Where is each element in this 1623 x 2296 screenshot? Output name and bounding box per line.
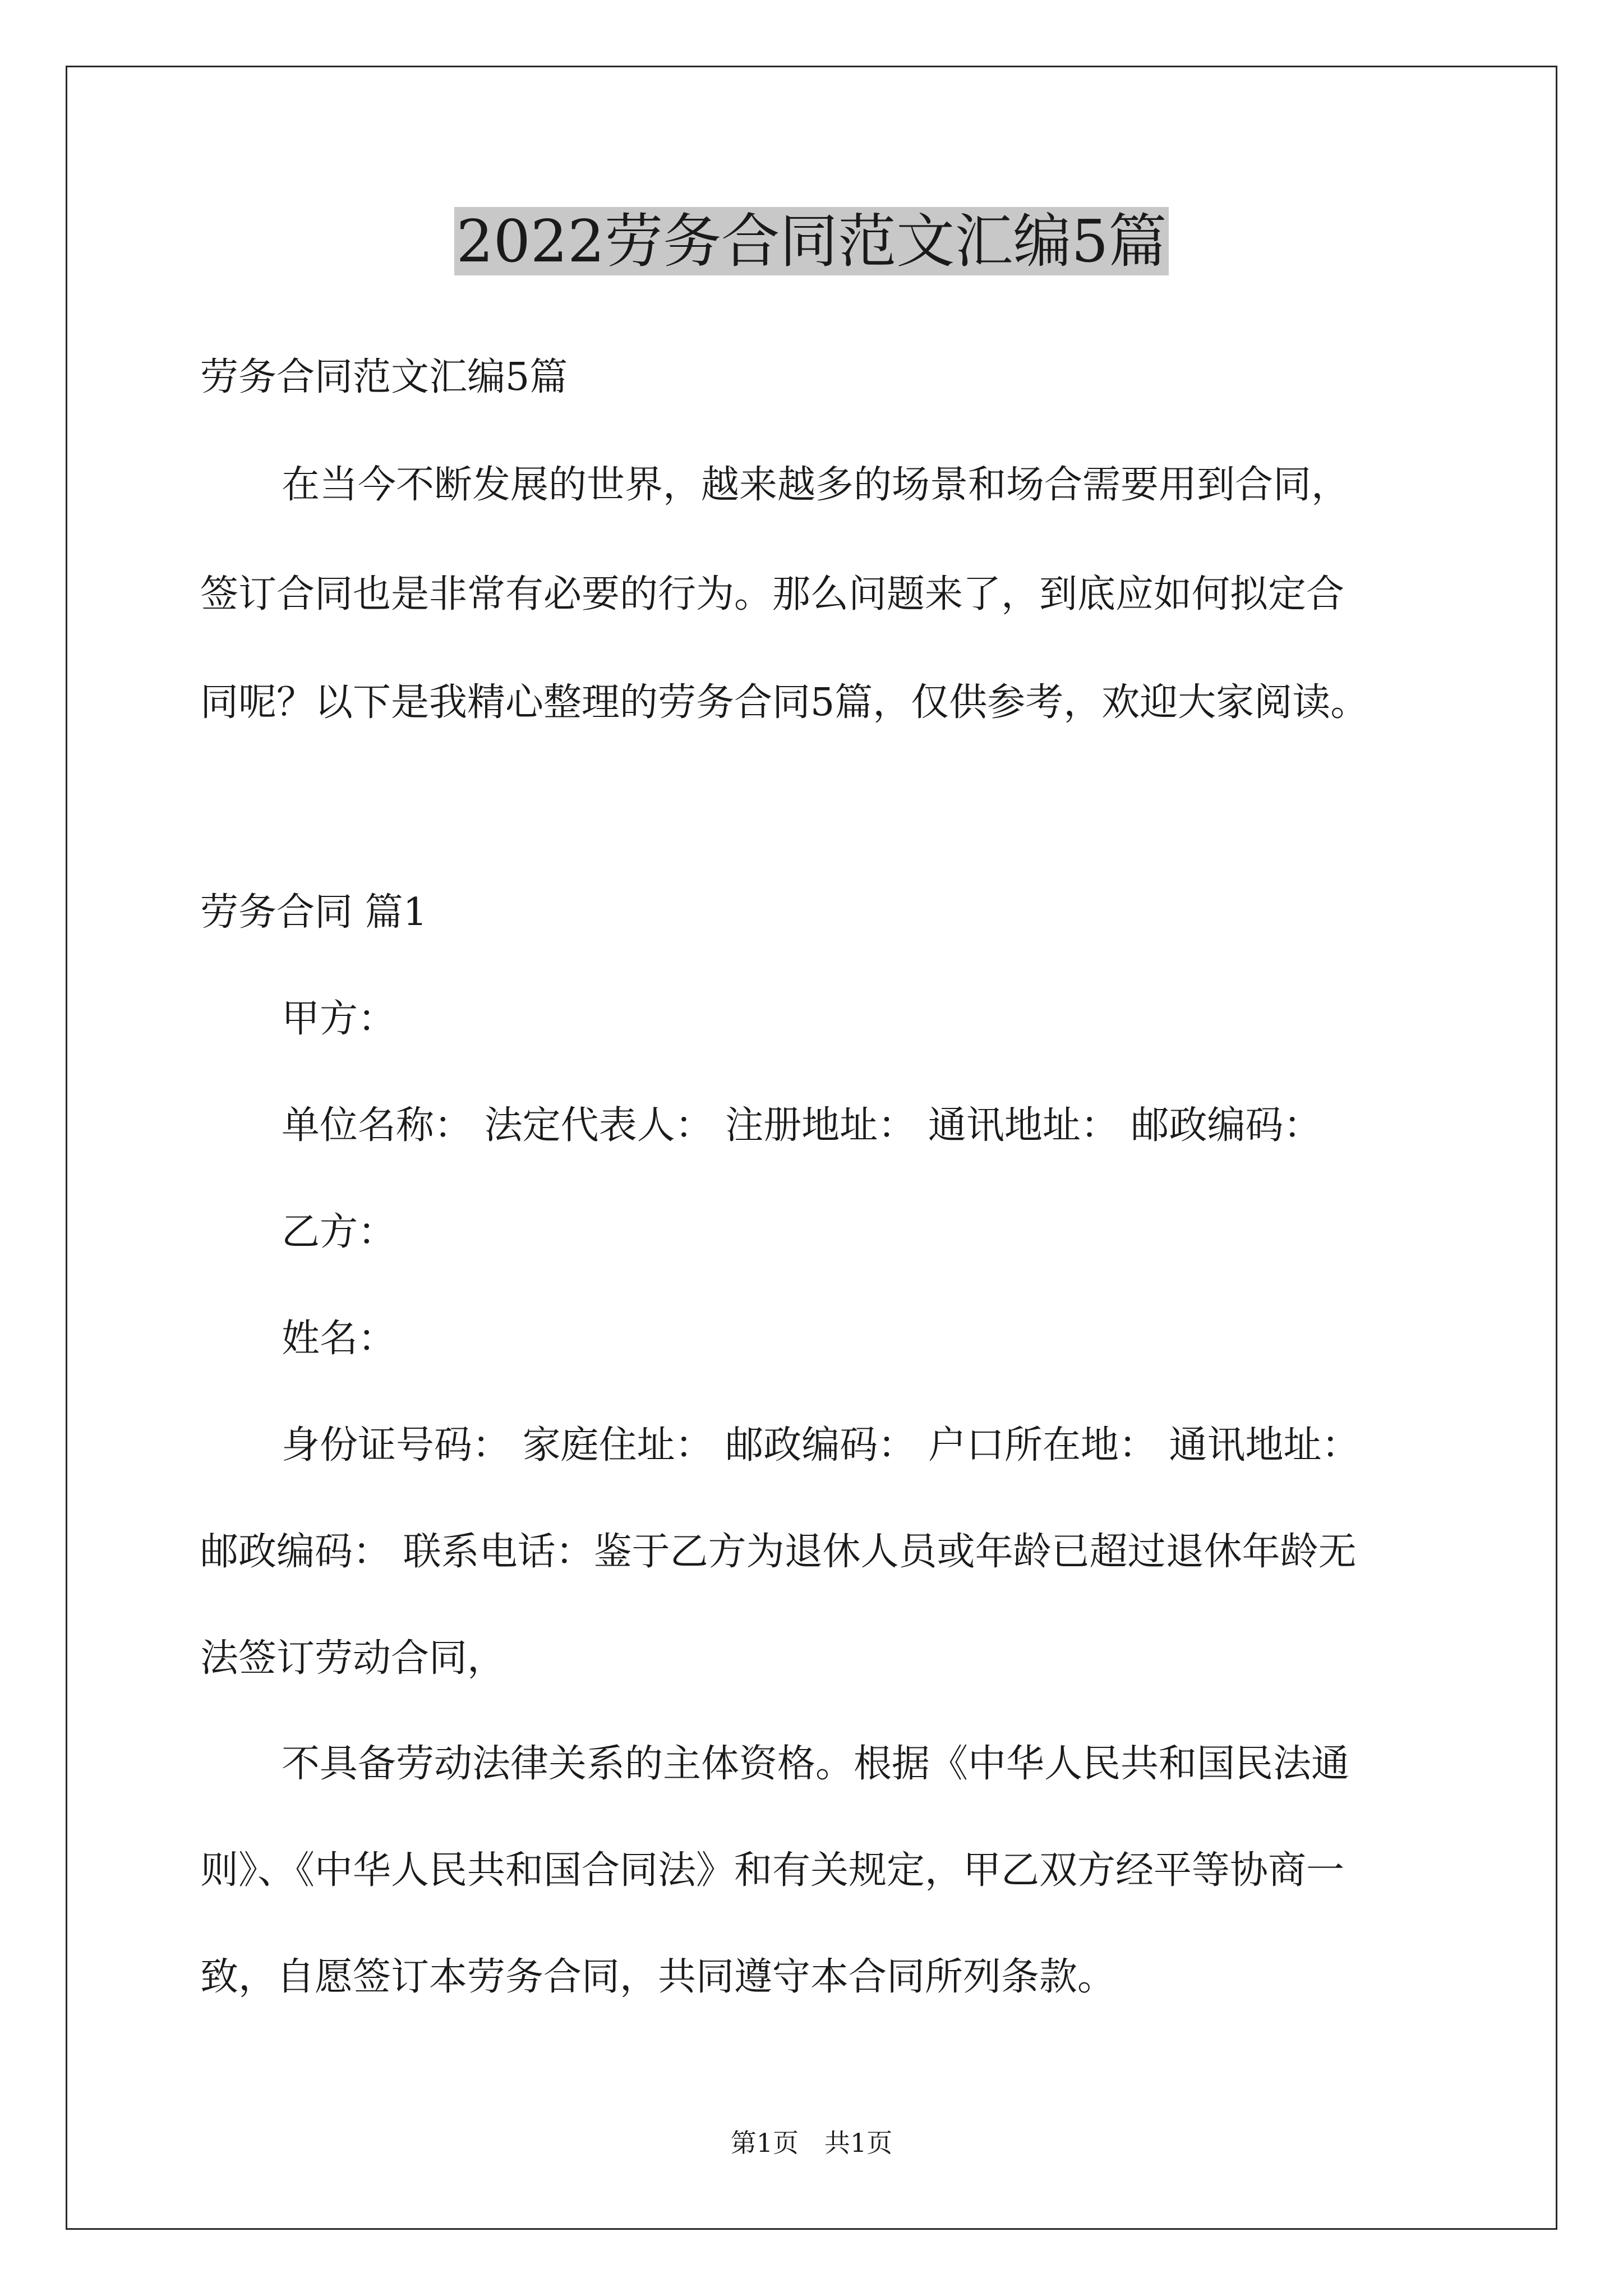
- intro-line-3: 同呢？以下是我精心整理的劳务合同5篇，仅供参考，欢迎大家阅读。: [200, 680, 1369, 725]
- party-b-fields-line-3: 法签订劳动合同，: [200, 1636, 506, 1681]
- party-b-fields-line-2: 邮政编码： 联系电话：鉴于乙方为退休人员或年龄已超过退休年龄无: [200, 1530, 1357, 1574]
- intro-line-1: 在当今不断发展的世界，越来越多的场景和场合需要用到合同，: [282, 463, 1350, 507]
- party-b-label: 乙方：: [282, 1210, 396, 1254]
- body-line-2: 则》、《中华人民共和国合同法》和有关规定，甲乙双方经平等协商一: [200, 1848, 1345, 1893]
- party-a-label: 甲方：: [282, 997, 396, 1041]
- document-title: [0, 202, 1623, 280]
- document-subtitle: 劳务合同范文汇编5篇: [200, 355, 568, 399]
- section-heading: 劳务合同 篇1: [200, 890, 427, 935]
- document-title-text: 2022劳务合同范文汇编5篇: [454, 207, 1169, 275]
- body-line-3: 致，自愿签订本劳务合同，共同遵守本合同所列条款。: [200, 1955, 1116, 1999]
- party-b-name: 姓名：: [282, 1317, 396, 1361]
- party-a-fields: 单位名称： 法定代表人： 注册地址： 通讯地址： 邮政编码：: [282, 1103, 1322, 1148]
- page-number: 第1页 共1页: [730, 2128, 893, 2158]
- party-b-fields-line-1: 身份证号码： 家庭住址： 邮政编码： 户口所在地： 通讯地址：: [282, 1423, 1360, 1467]
- body-line-1: 不具备劳动法律关系的主体资格。根据《中华人民共和国民法通: [282, 1742, 1350, 1786]
- intro-line-2: 签订合同也是非常有必要的行为。那么问题来了，到底应如何拟定合: [200, 572, 1345, 616]
